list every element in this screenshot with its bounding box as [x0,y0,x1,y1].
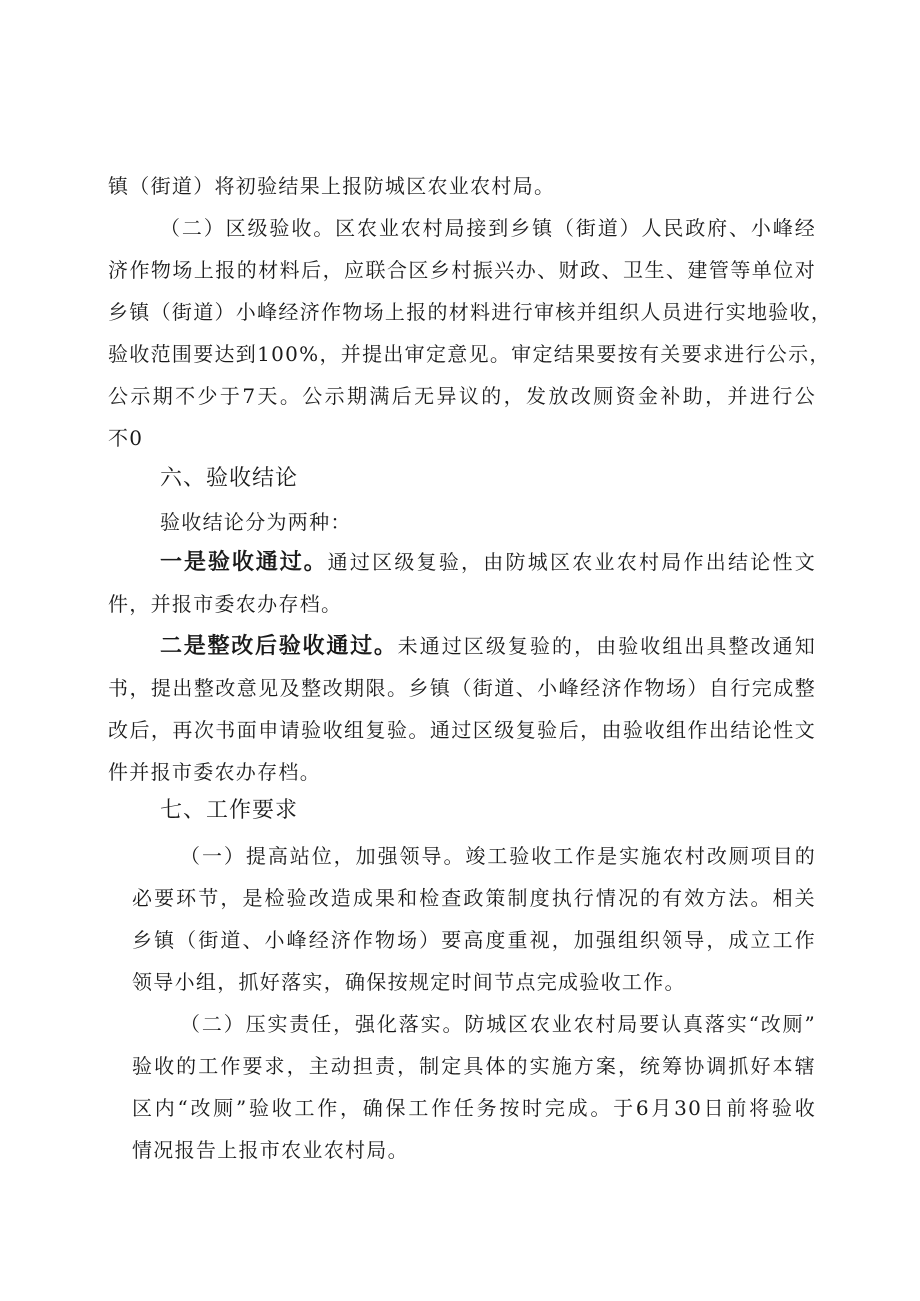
paragraph-line: 不0 [108,426,144,450]
paragraph-line: 镇（街道）将初验结果上报防城区农业农村局。 [108,174,556,198]
paragraph-line: 乡镇（街道、小峰经济作物场）要高度重视，加强组织领导，成立工作 [132,928,816,952]
paragraph-line: 情况报告上报市农业农村局。 [132,1138,409,1162]
paragraph-line: 件并报市委农办存档。 [108,760,321,784]
paragraph-line: 书，提出整改意见及整改期限。乡镇（街道、小峰经济作物场）自行完成整 [108,676,816,700]
paragraph-line: 领导小组，抓好落实，确保按规定时间节点完成验收工作。 [132,970,686,994]
paragraph-line: 验收范围要达到100%，并提出审定意见。审定结果要按有关要求进行公示， [108,342,831,366]
section-heading-7: 七、工作要求 [160,798,299,823]
paragraph-line: 必要环节，是检验改造成果和检查政策制度执行情况的有效方法。相关 [132,886,816,910]
paragraph-line: （一）提高站位，加强领导。竣工验收工作是实施农村改厕项目的 [180,844,816,868]
paragraph-line: 区内“改厕”验收工作，确保工作任务按时完成。于6月30日前将验收 [132,1096,816,1120]
paragraph-text: 通过区级复验，由防城区农业农村局作出结论性文 [327,550,816,574]
paragraph-line: 验收结论分为两种： [160,510,352,534]
paragraph-line: 济作物场上报的材料后，应联合区乡村振兴办、财政、卫生、建管等单位对 [108,258,816,282]
paragraph-line: 乡镇（街道）小峰经济作物场上报的材料进行审核并组织人员进行实地验收， [108,300,833,324]
paragraph-text: 未通过区级复验的，由验收组出具整改通知 [397,634,816,658]
paragraph-line: 件，并报市委农办存档。 [108,592,343,616]
paragraph-line: （二）压实责任，强化落实。防城区农业农村局要认真落实“改厕” [180,1012,816,1036]
section-heading-6: 六、验收结论 [160,466,299,491]
bold-lead: 一是验收通过。 [160,550,328,575]
paragraph-line: （二）区级验收。区农业农村局接到乡镇（街道）人民政府、小峰经 [160,216,816,240]
paragraph-line: 验收的工作要求，主动担责，制定具体的实施方案，统筹协调抓好本辖 [132,1054,816,1078]
paragraph-line [160,632,816,661]
paragraph-line: 改后，再次书面申请验收组复验。通过区级复验后，由验收组作出结论性文 [108,718,816,742]
paragraph-line [160,548,816,577]
bold-lead: 二是整改后验收通过。 [160,634,398,659]
paragraph-line: 公示期不少于7天。公示期满后无异议的，发放改厕资金补助，并进行公 [108,384,816,408]
